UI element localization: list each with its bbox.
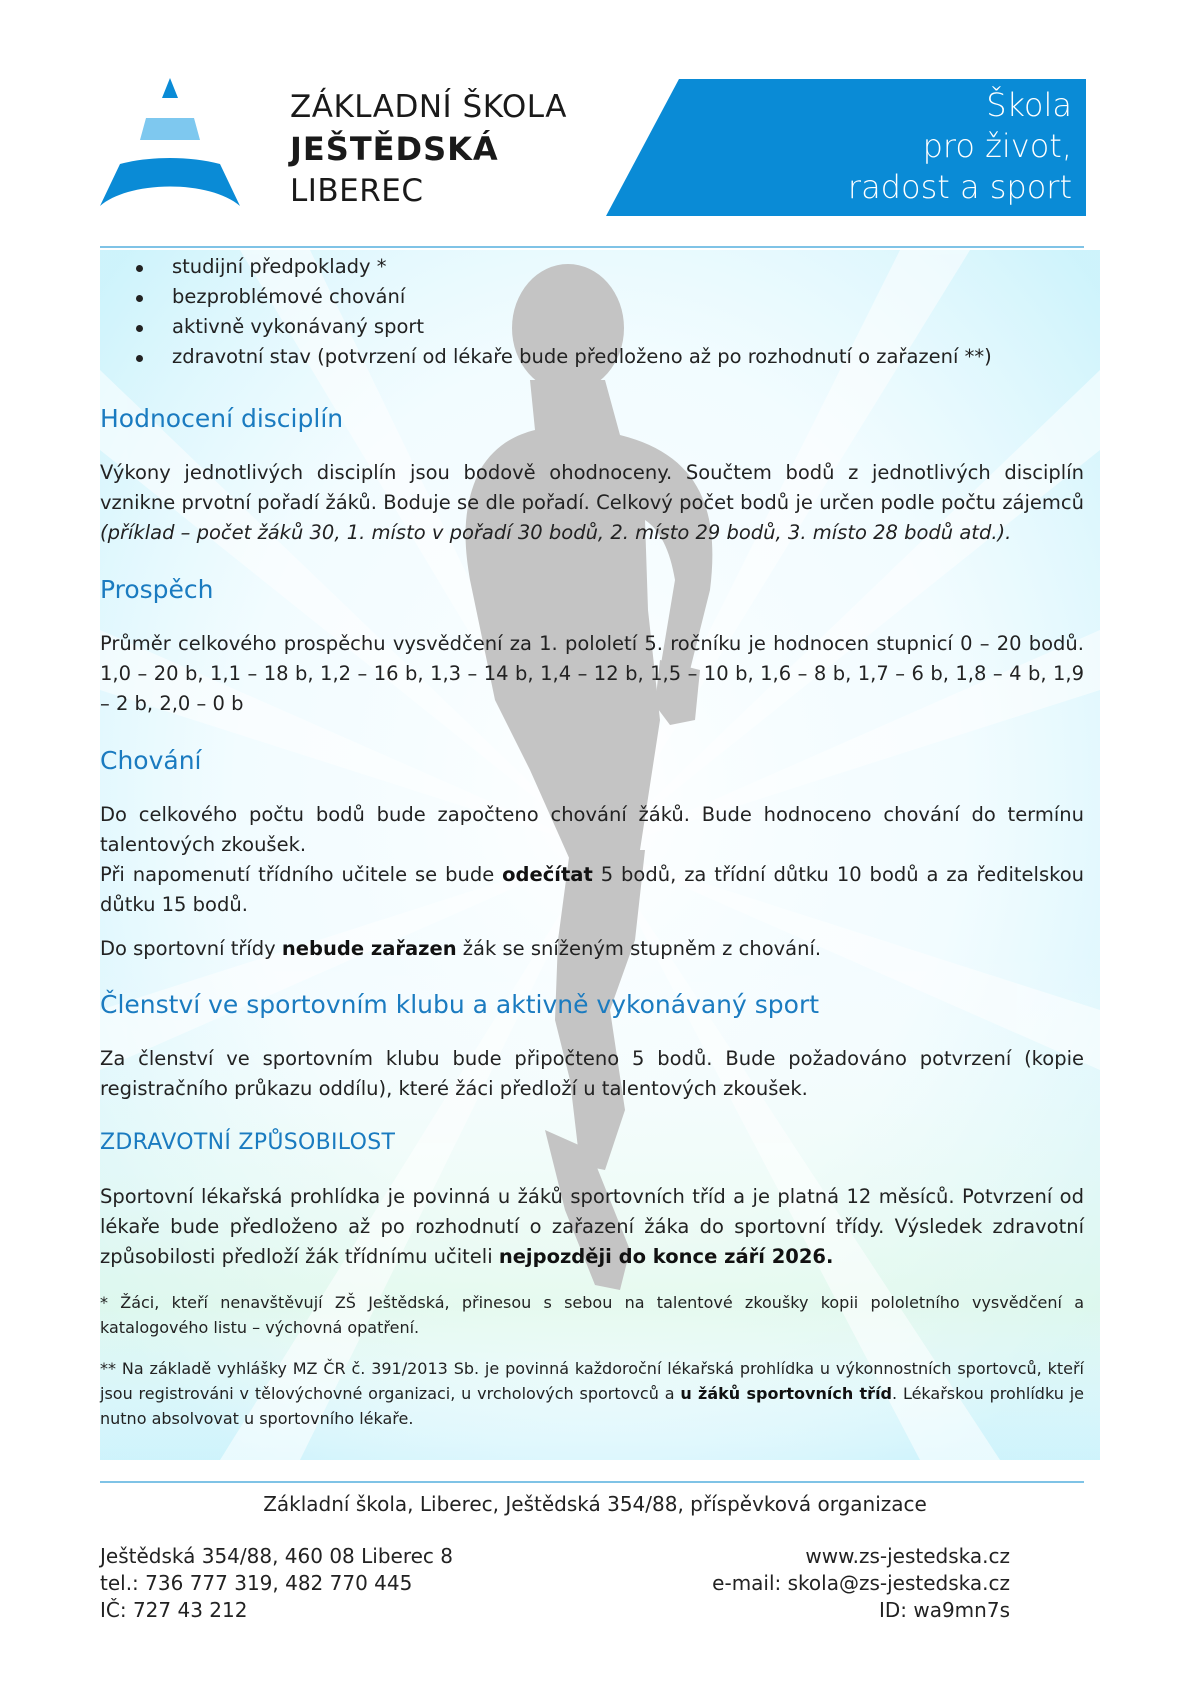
main-content — [100, 252, 1084, 1431]
behavior-text2-bold: odečítat — [502, 863, 593, 886]
behavior-text3-bold: nebude zařazen — [281, 937, 457, 960]
footer-phone: tel.: 736 777 319, 482 770 445 — [100, 1571, 413, 1595]
heading-behavior: Chování — [100, 746, 202, 775]
behavior-text2 — [100, 860, 1084, 920]
slogan-banner — [606, 79, 1086, 216]
footer-organization: Základní škola, Liberec, Ještědská 354/88, příspěvková organizace — [263, 1492, 927, 1516]
footnote-2 — [100, 1356, 1084, 1431]
criteria-item: zdravotní stav (potvrzení od lékaře bude předloženo až po rozhodnutí o zařazení **) — [172, 342, 1084, 372]
footer-contact-left — [100, 1543, 453, 1624]
school-name — [290, 86, 567, 212]
health-deadline: nejpozději do konce září 2026. — [498, 1245, 834, 1268]
disciplines-text — [100, 458, 1084, 548]
behavior-text2-post: 5 bodů, za třídní důtku 10 bodů a za ředitelskou důtku 15 bodů. — [100, 863, 1084, 916]
school-logo — [100, 78, 260, 218]
footer-website-link[interactable]: www.zs-jestedska.cz — [805, 1544, 1010, 1568]
heading-grades: Prospěch — [100, 575, 214, 604]
footnote-2-bold: u žáků sportovních tříd — [680, 1384, 893, 1403]
criteria-item: studijní předpoklady * — [172, 252, 1084, 282]
footer-address: Ještědská 354/88, 460 08 Liberec 8 — [100, 1544, 454, 1568]
slogan-line2: pro život, — [922, 127, 1072, 165]
footnote-2-pre: ** Na základě vyhlášky MZ ČR č. 391/2013 Sb. je povinná každoroční lékařská prohlídka u výkonnostních sportovců, kteří jsou registrováni v tělovýchovné organizaci, u vrcholových sportovců a — [100, 1359, 1084, 1403]
disciplines-body: Výkony jednotlivých disciplín jsou bodově ohodnoceny. Součtem bodů z jednotlivých disciplín vznikne prvotní pořadí žáků. Boduje se dle pořadí. Celkový počet bodů je určen podle počtu zájemců — [100, 461, 1084, 514]
footnote-1: * Žáci, kteří nenavštěvují ZŠ Ještědská, přinesou s sebou na talentové zkoušky kopii pololetního vysvědčení a katalogového listu – výchovná opatření. — [100, 1293, 1084, 1337]
heading-disciplines: Hodnocení disciplín — [100, 404, 344, 433]
behavior-text3 — [100, 934, 1084, 964]
club-text: Za členství ve sportovním klubu bude připočteno 5 bodů. Bude požadováno potvrzení (kopie registračního průkazu oddílu), které žáci předloží u talentových zkoušek. — [100, 1047, 1084, 1100]
behavior-text2-pre: Při napomenutí třídního učitele se bude — [100, 863, 503, 886]
footer-contact-right — [712, 1543, 1010, 1624]
criteria-item: bezproblémové chování — [172, 282, 1084, 312]
footer-divider — [100, 1481, 1084, 1483]
heading-club: Členství ve sportovním klubu a aktivně vykonávaný sport — [100, 990, 820, 1019]
behavior-text3-pre: Do sportovní třídy — [100, 937, 282, 960]
school-name-line1: ZÁKLADNÍ ŠKOLA — [290, 89, 567, 125]
health-text-body: Sportovní lékařská prohlídka je povinná u žáků sportovních tříd a je platná 12 měsíců. Potvrzení od lékaře bude předloženo až po rozhodnutí o zařazení žáka do sportovní třídy. Výsledek zdravotní způsobilosti předloží žák třídnímu učiteli — [100, 1185, 1084, 1268]
slogan-line3: radost a sport — [847, 168, 1072, 206]
grades-text: Průměr celkového prospěchu vysvědčení za 1. pololetí 5. ročníku je hodnocen stupnicí 0 – 20 bodů. 1,0 – 20 b, 1,1 – 18 b, 1,2 – 16 b, 1,3 – 14 b, 1,4 – 12 b, 1,5 – 10 b, 1,6 – 8 b, 1,7 – 6 b, 1,8 – 4 b, 1,9 – 2 b, 2,0 – 0 b — [100, 632, 1084, 715]
disciplines-example: (příklad – počet žáků 30, 1. místo v pořadí 30 bodů, 2. místo 29 bodů, 3. místo 28 bodů atd.). — [100, 521, 1012, 544]
slogan-line1: Škola — [986, 86, 1072, 124]
criteria-item: aktivně vykonávaný sport — [172, 312, 1084, 342]
school-name-line3: LIBEREC — [290, 173, 424, 209]
header-divider — [100, 246, 1084, 248]
behavior-text3-post: žák se sníženým stupněm z chování. — [456, 937, 822, 960]
school-name-line2: JEŠTĚDSKÁ — [290, 130, 499, 168]
footer-email-link[interactable]: e-mail: skola@zs-jestedska.cz — [712, 1571, 1010, 1595]
footnote-2-post: . Lékařskou prohlídku je nutno absolvovat u sportovního lékaře. — [100, 1384, 1084, 1428]
footer-ico: IČ: 727 43 212 — [100, 1598, 248, 1622]
footer-data-box-id: ID: wa9mn7s — [878, 1598, 1010, 1622]
health-text — [100, 1182, 1084, 1272]
behavior-text1: Do celkového počtu bodů bude započteno chování žáků. Bude hodnoceno chování do termínu talentových zkoušek. — [100, 803, 1084, 856]
criteria-list — [100, 252, 1084, 372]
heading-health: ZDRAVOTNÍ ZPŮSOBILOST — [100, 1130, 396, 1155]
